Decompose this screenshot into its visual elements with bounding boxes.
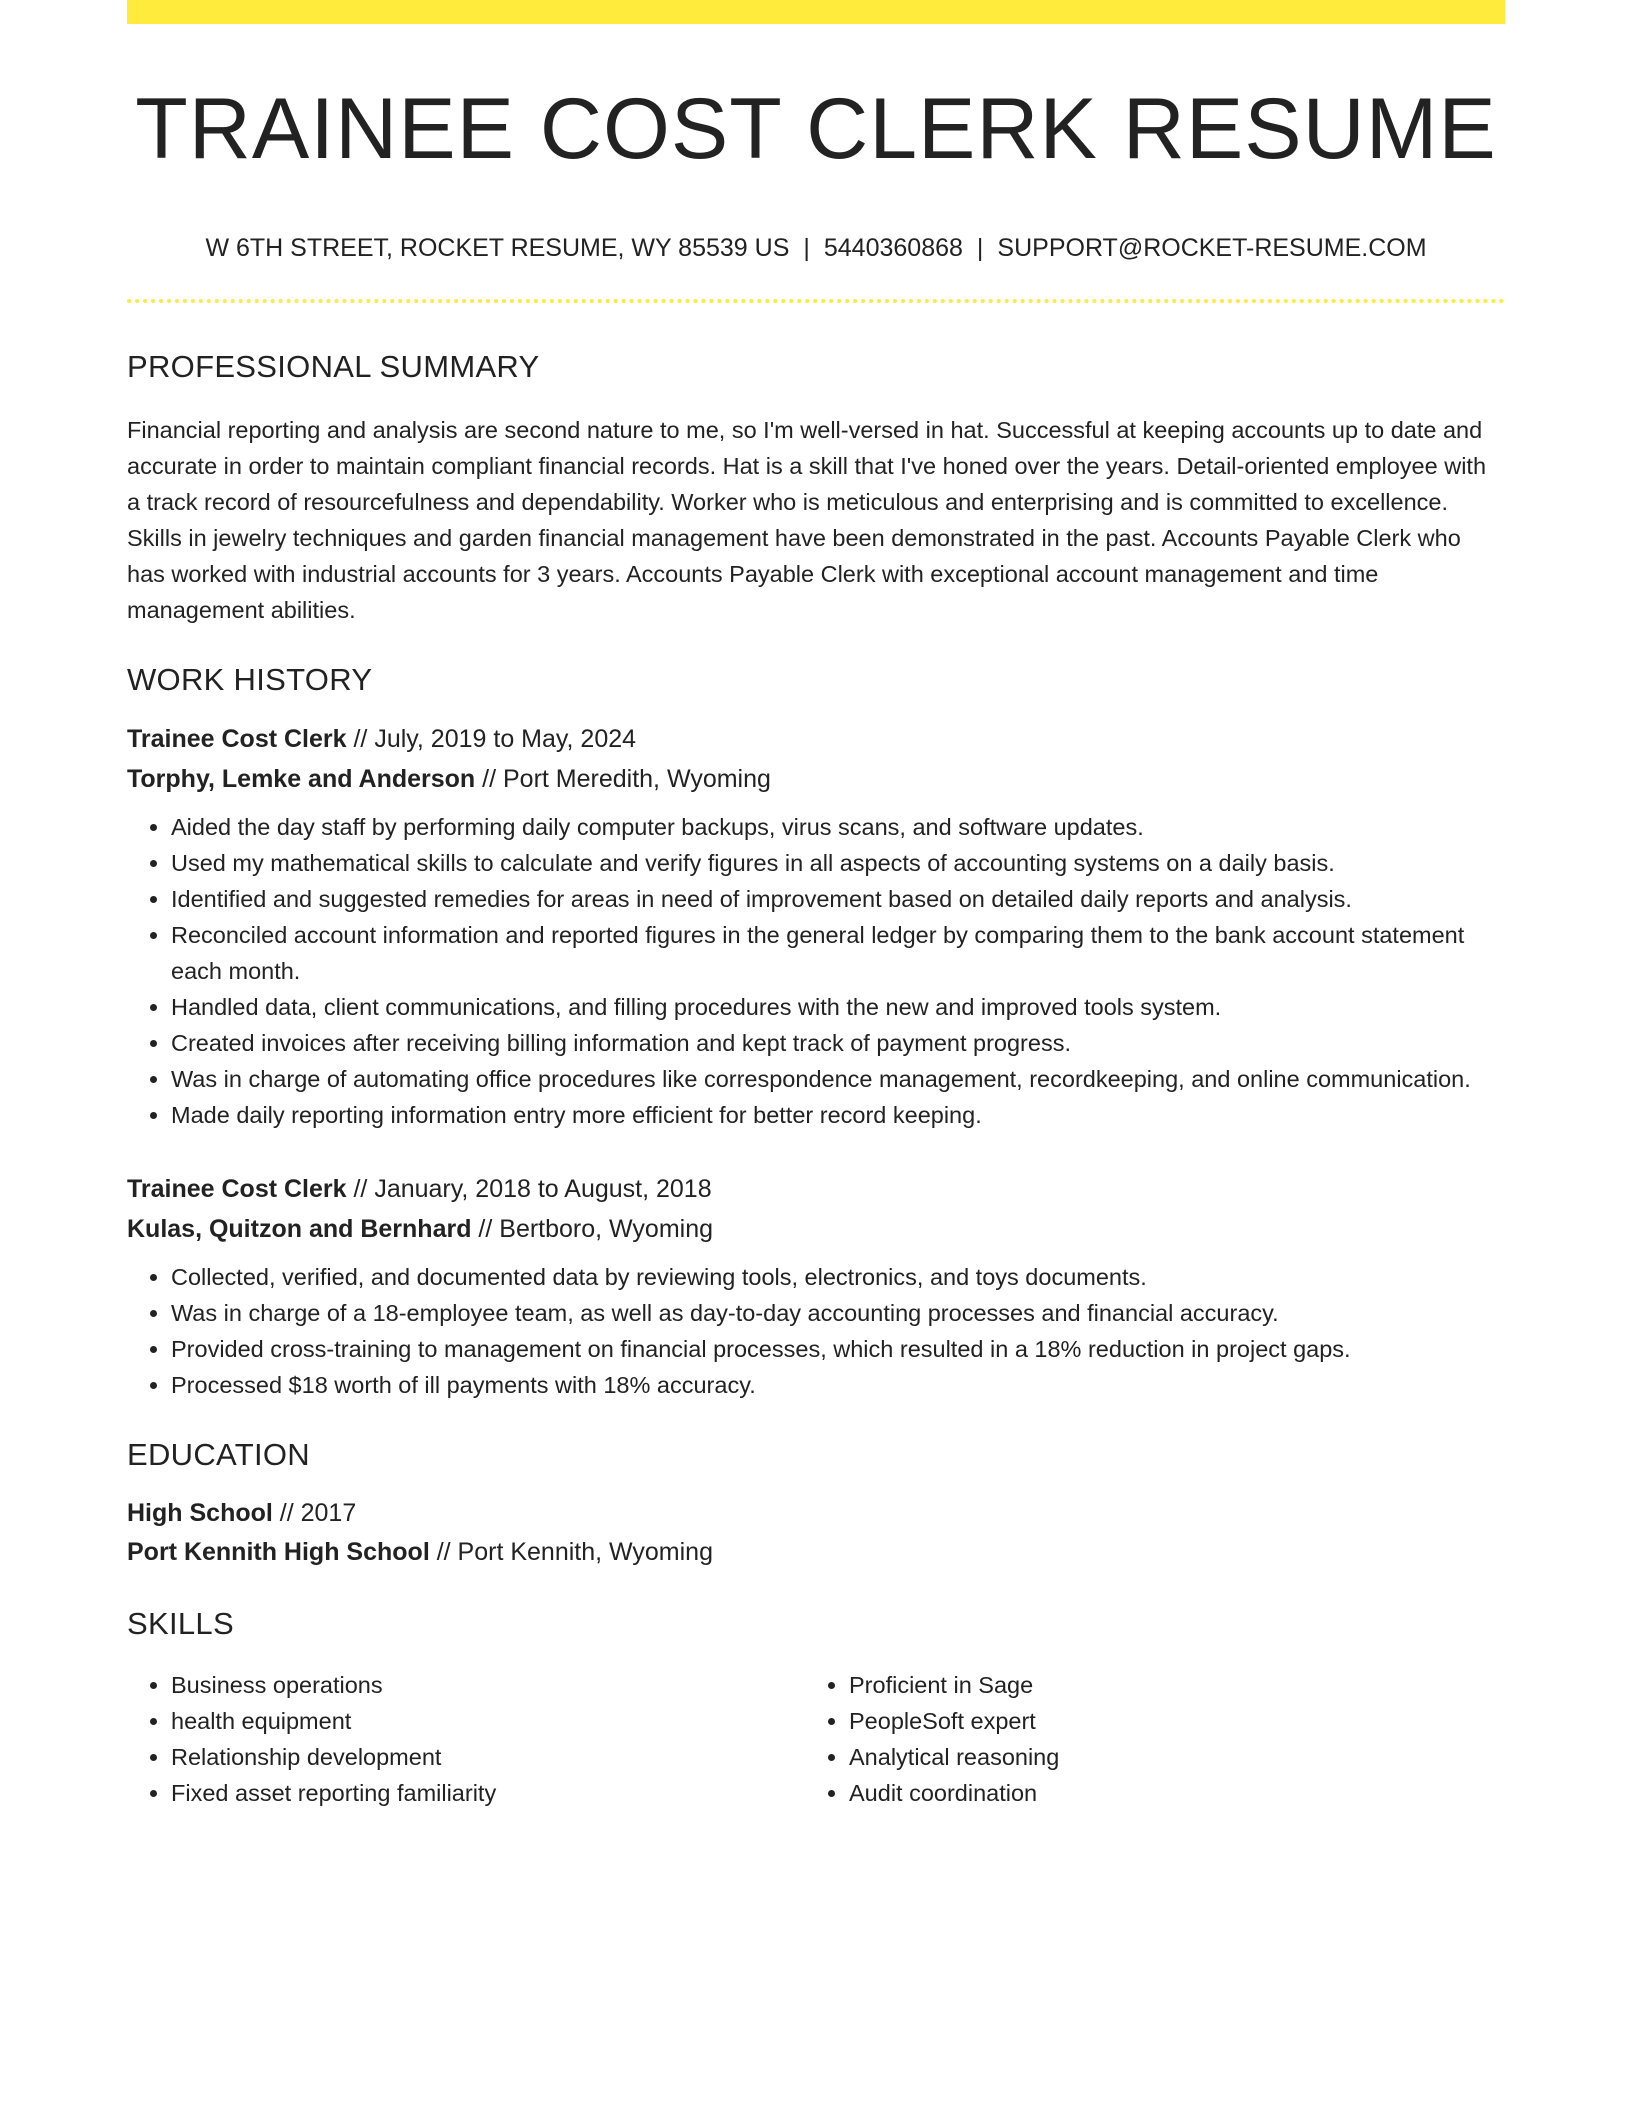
education-heading: EDUCATION	[127, 1437, 310, 1472]
job-company: Torphy, Lemke and Anderson	[127, 765, 476, 793]
resume-page	[127, 0, 1505, 1811]
job-bullet: • Created invoices after receiving billing information and kept track of payment progress.	[171, 1025, 1505, 1061]
summary-text: Financial reporting and analysis are second nature to me, so I'm well-versed in hat. Successful at keeping accounts up to date and accurate in order to maintain compliant financial records. Hat is a skill that I've honed over the years. Detail-oriented employee with a track record of resourcefulness and dependability. Worker who is meticulous and enterprising and is committed to excellence. Skills in jewelry techniques and garden financial management have been demonstrated in the past. Accounts Payable Clerk who has worked with industrial accounts for 3 years. Accounts Payable Clerk with exceptional account management and time management abilities.	[127, 417, 1487, 623]
job-bullet: • Collected, verified, and documented data by reviewing tools, electronics, and toys documents.	[171, 1259, 1505, 1295]
contact-email: SUPPORT@ROCKET-RESUME.COM	[997, 234, 1427, 262]
job-bullet: • Made daily reporting information entry more efficient for better record keeping.	[171, 1097, 1505, 1133]
job-location: // Port Meredith, Wyoming	[475, 765, 771, 793]
education-entry	[127, 1494, 1505, 1572]
job-title-line	[127, 1169, 1505, 1209]
job-bullet: • Aided the day staff by performing daily computer backups, virus scans, and software updates.	[171, 809, 1505, 845]
job-entry	[127, 719, 1505, 1133]
skills-heading: SKILLS	[127, 1606, 234, 1641]
contact-address: W 6TH STREET, ROCKET RESUME, WY 85539 US	[205, 234, 790, 262]
job-dates: // July, 2019 to May, 2024	[346, 725, 637, 753]
job-bullet: • Was in charge of automating office procedures like correspondence management, recordkeeping, and online communication.	[171, 1061, 1505, 1097]
job-bullet: • Provided cross-training to management on financial processes, which resulted in a 18% reduction in project gaps.	[171, 1331, 1505, 1367]
education-school: Port Kennith High School	[127, 1538, 430, 1566]
skill-item: • Business operations	[171, 1667, 805, 1703]
job-bullets	[127, 809, 1505, 1133]
skills-grid	[127, 1667, 1505, 1811]
work-history-heading: WORK HISTORY	[127, 662, 373, 697]
skill-item: • PeopleSoft expert	[849, 1703, 1483, 1739]
skill-item: • Fixed asset reporting familiarity	[171, 1775, 805, 1811]
job-company-line	[127, 1209, 1505, 1249]
job-location: // Bertboro, Wyoming	[471, 1215, 714, 1243]
skill-item: • Analytical reasoning	[849, 1739, 1483, 1775]
job-bullet: • Used my mathematical skills to calculate and verify figures in all aspects of accounting systems on a daily basis.	[171, 845, 1505, 881]
job-title: Trainee Cost Clerk	[127, 725, 347, 753]
skills-column-right	[805, 1667, 1483, 1811]
contact-separator: |	[803, 234, 810, 262]
job-bullets	[127, 1259, 1505, 1403]
job-bullet: • Handled data, client communications, and filling procedures with the new and improved tools system.	[171, 989, 1505, 1025]
skill-item: • health equipment	[171, 1703, 805, 1739]
contact-separator: |	[976, 234, 984, 262]
job-company: Kulas, Quitzon and Bernhard	[127, 1215, 472, 1243]
job-title-line	[127, 719, 1505, 759]
skill-item: • Relationship development	[171, 1739, 805, 1775]
contact-line	[127, 236, 1505, 261]
job-bullet: • Identified and suggested remedies for areas in need of improvement based on detailed daily reports and analysis.	[171, 881, 1505, 917]
contact-phone: 5440360868	[823, 234, 963, 262]
job-bullet: • Processed $18 worth of ill payments with 18% accuracy.	[171, 1367, 1505, 1403]
skill-item: • Audit coordination	[849, 1775, 1483, 1811]
job-dates: // January, 2018 to August, 2018	[346, 1175, 712, 1203]
job-bullet: • Reconciled account information and reported figures in the general ledger by comparing them to the bank account statement each month.	[171, 917, 1505, 989]
job-company-line	[127, 759, 1505, 799]
job-title: Trainee Cost Clerk	[127, 1175, 347, 1203]
accent-bar	[127, 0, 1505, 24]
summary-heading: PROFESSIONAL SUMMARY	[127, 349, 540, 384]
header-divider	[127, 299, 1505, 303]
job-bullet: • Was in charge of a 18-employee team, as well as day-to-day accounting processes and financial accuracy.	[171, 1295, 1505, 1331]
education-year: // 2017	[272, 1499, 357, 1527]
education-location: // Port Kennith, Wyoming	[429, 1538, 713, 1566]
education-school-line	[127, 1533, 1505, 1572]
page-title: TRAINEE COST CLERK RESUME	[135, 81, 1497, 177]
job-entry	[127, 1169, 1505, 1403]
education-degree: High School	[127, 1499, 273, 1527]
education-degree-line	[127, 1494, 1505, 1533]
skills-column-left	[127, 1667, 805, 1811]
skill-item: • Proficient in Sage	[849, 1667, 1483, 1703]
